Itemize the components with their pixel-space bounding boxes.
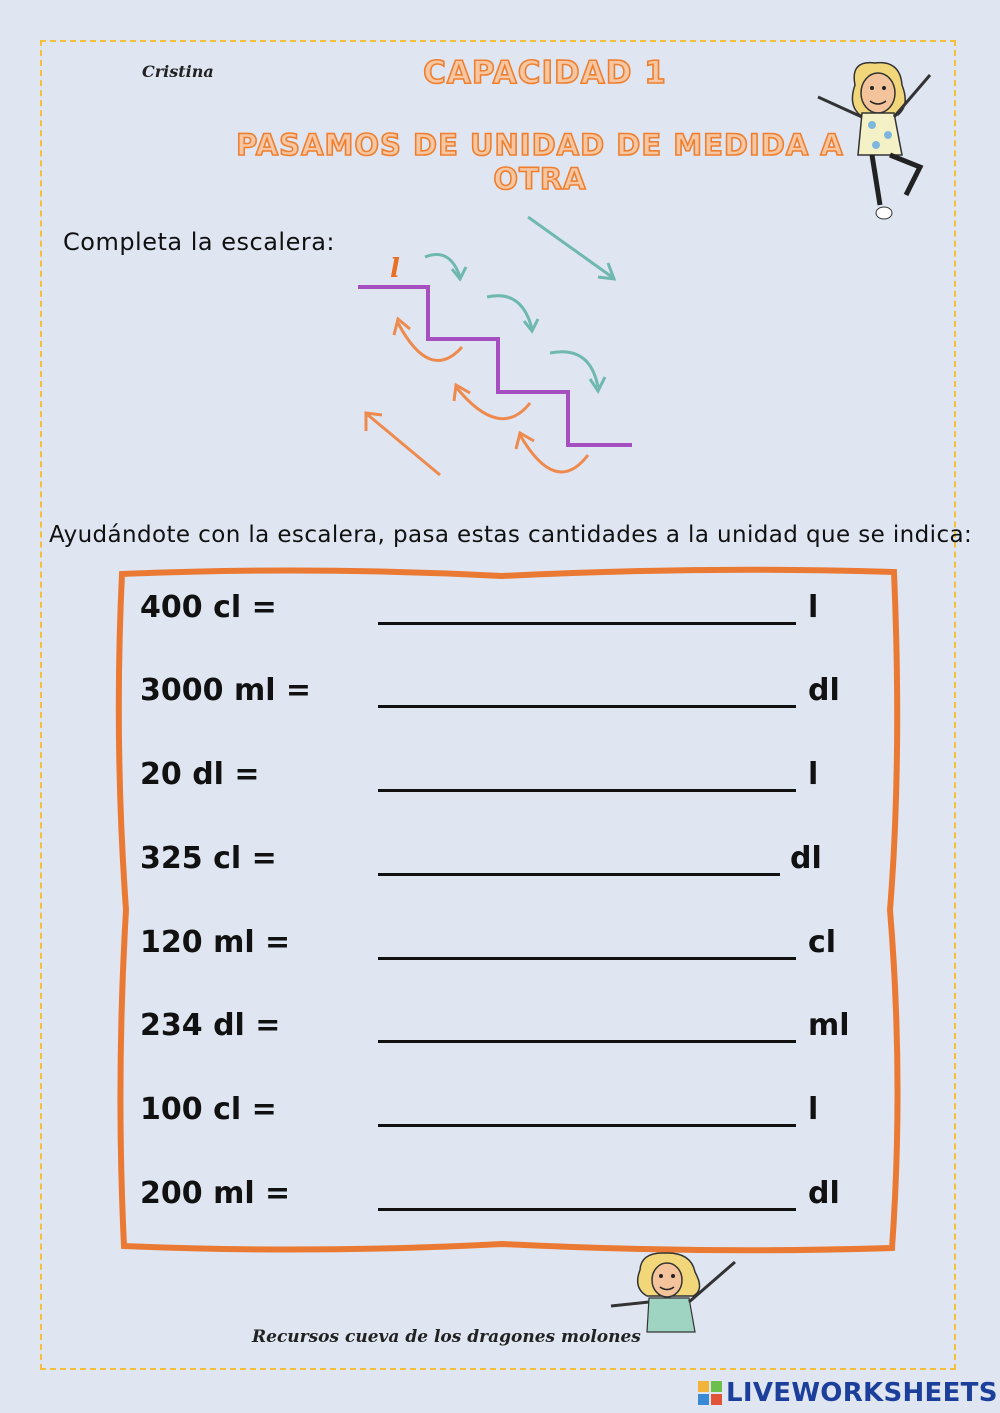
exercise-instruction: Ayudándote con la escalera, pasa estas cantidades a la unidad que se indica: (49, 522, 973, 548)
answer-input[interactable] (378, 705, 796, 708)
answer-input[interactable] (378, 873, 780, 876)
quantity-label: 200 ml = (140, 1176, 291, 1211)
answer-input[interactable] (378, 1124, 796, 1127)
answer-input[interactable] (378, 1040, 796, 1043)
quantity-label: 234 dl = (140, 1008, 281, 1043)
quantity-label: 400 cl = (140, 590, 277, 625)
target-unit-label: l (808, 1092, 819, 1127)
conversion-row (140, 1092, 860, 1132)
liter-unit-label: l (390, 254, 400, 284)
conversion-row (140, 1008, 860, 1048)
exercise-box (112, 560, 904, 1260)
page-subtitle: PASAMOS DE UNIDAD DE MEDIDA A OTRA (236, 128, 844, 196)
conversion-row (140, 925, 860, 965)
conversion-row (140, 1176, 860, 1216)
target-unit-label: l (808, 590, 819, 625)
girl-illustration-top (810, 55, 950, 230)
target-unit-label: cl (808, 925, 837, 960)
answer-input[interactable] (378, 622, 796, 625)
girl-illustration-bottom (605, 1250, 745, 1335)
conversion-row (140, 590, 860, 630)
quantity-label: 20 dl = (140, 757, 260, 792)
quantity-label: 325 cl = (140, 841, 277, 876)
quantity-label: 120 ml = (140, 925, 291, 960)
conversion-row (140, 841, 860, 881)
target-unit-label: dl (808, 673, 840, 708)
liveworksheets-icon (698, 1381, 722, 1405)
brand-name: LIVEWORKSHEETS (726, 1378, 998, 1408)
unit-staircase-diagram (350, 205, 640, 490)
ladder-instruction: Completa la escalera: (63, 228, 336, 256)
quantity-label: 100 cl = (140, 1092, 277, 1127)
long-down-arrow-icon (528, 217, 612, 277)
quantity-label: 3000 ml = (140, 673, 312, 708)
resource-credit: Recursos cueva de los dragones molones (252, 1327, 641, 1347)
answer-input[interactable] (378, 957, 796, 960)
liveworksheets-logo (698, 1378, 998, 1408)
author-name: Cristina (142, 62, 214, 81)
target-unit-label: dl (808, 1176, 840, 1211)
page-title: CAPACIDAD 1 (423, 55, 667, 91)
conversion-row (140, 673, 860, 713)
target-unit-label: dl (790, 841, 822, 876)
answer-input[interactable] (378, 1208, 796, 1211)
target-unit-label: l (808, 757, 819, 792)
target-unit-label: ml (808, 1008, 850, 1043)
conversion-row (140, 757, 860, 797)
answer-input[interactable] (378, 789, 796, 792)
long-up-arrow-icon (368, 415, 440, 475)
